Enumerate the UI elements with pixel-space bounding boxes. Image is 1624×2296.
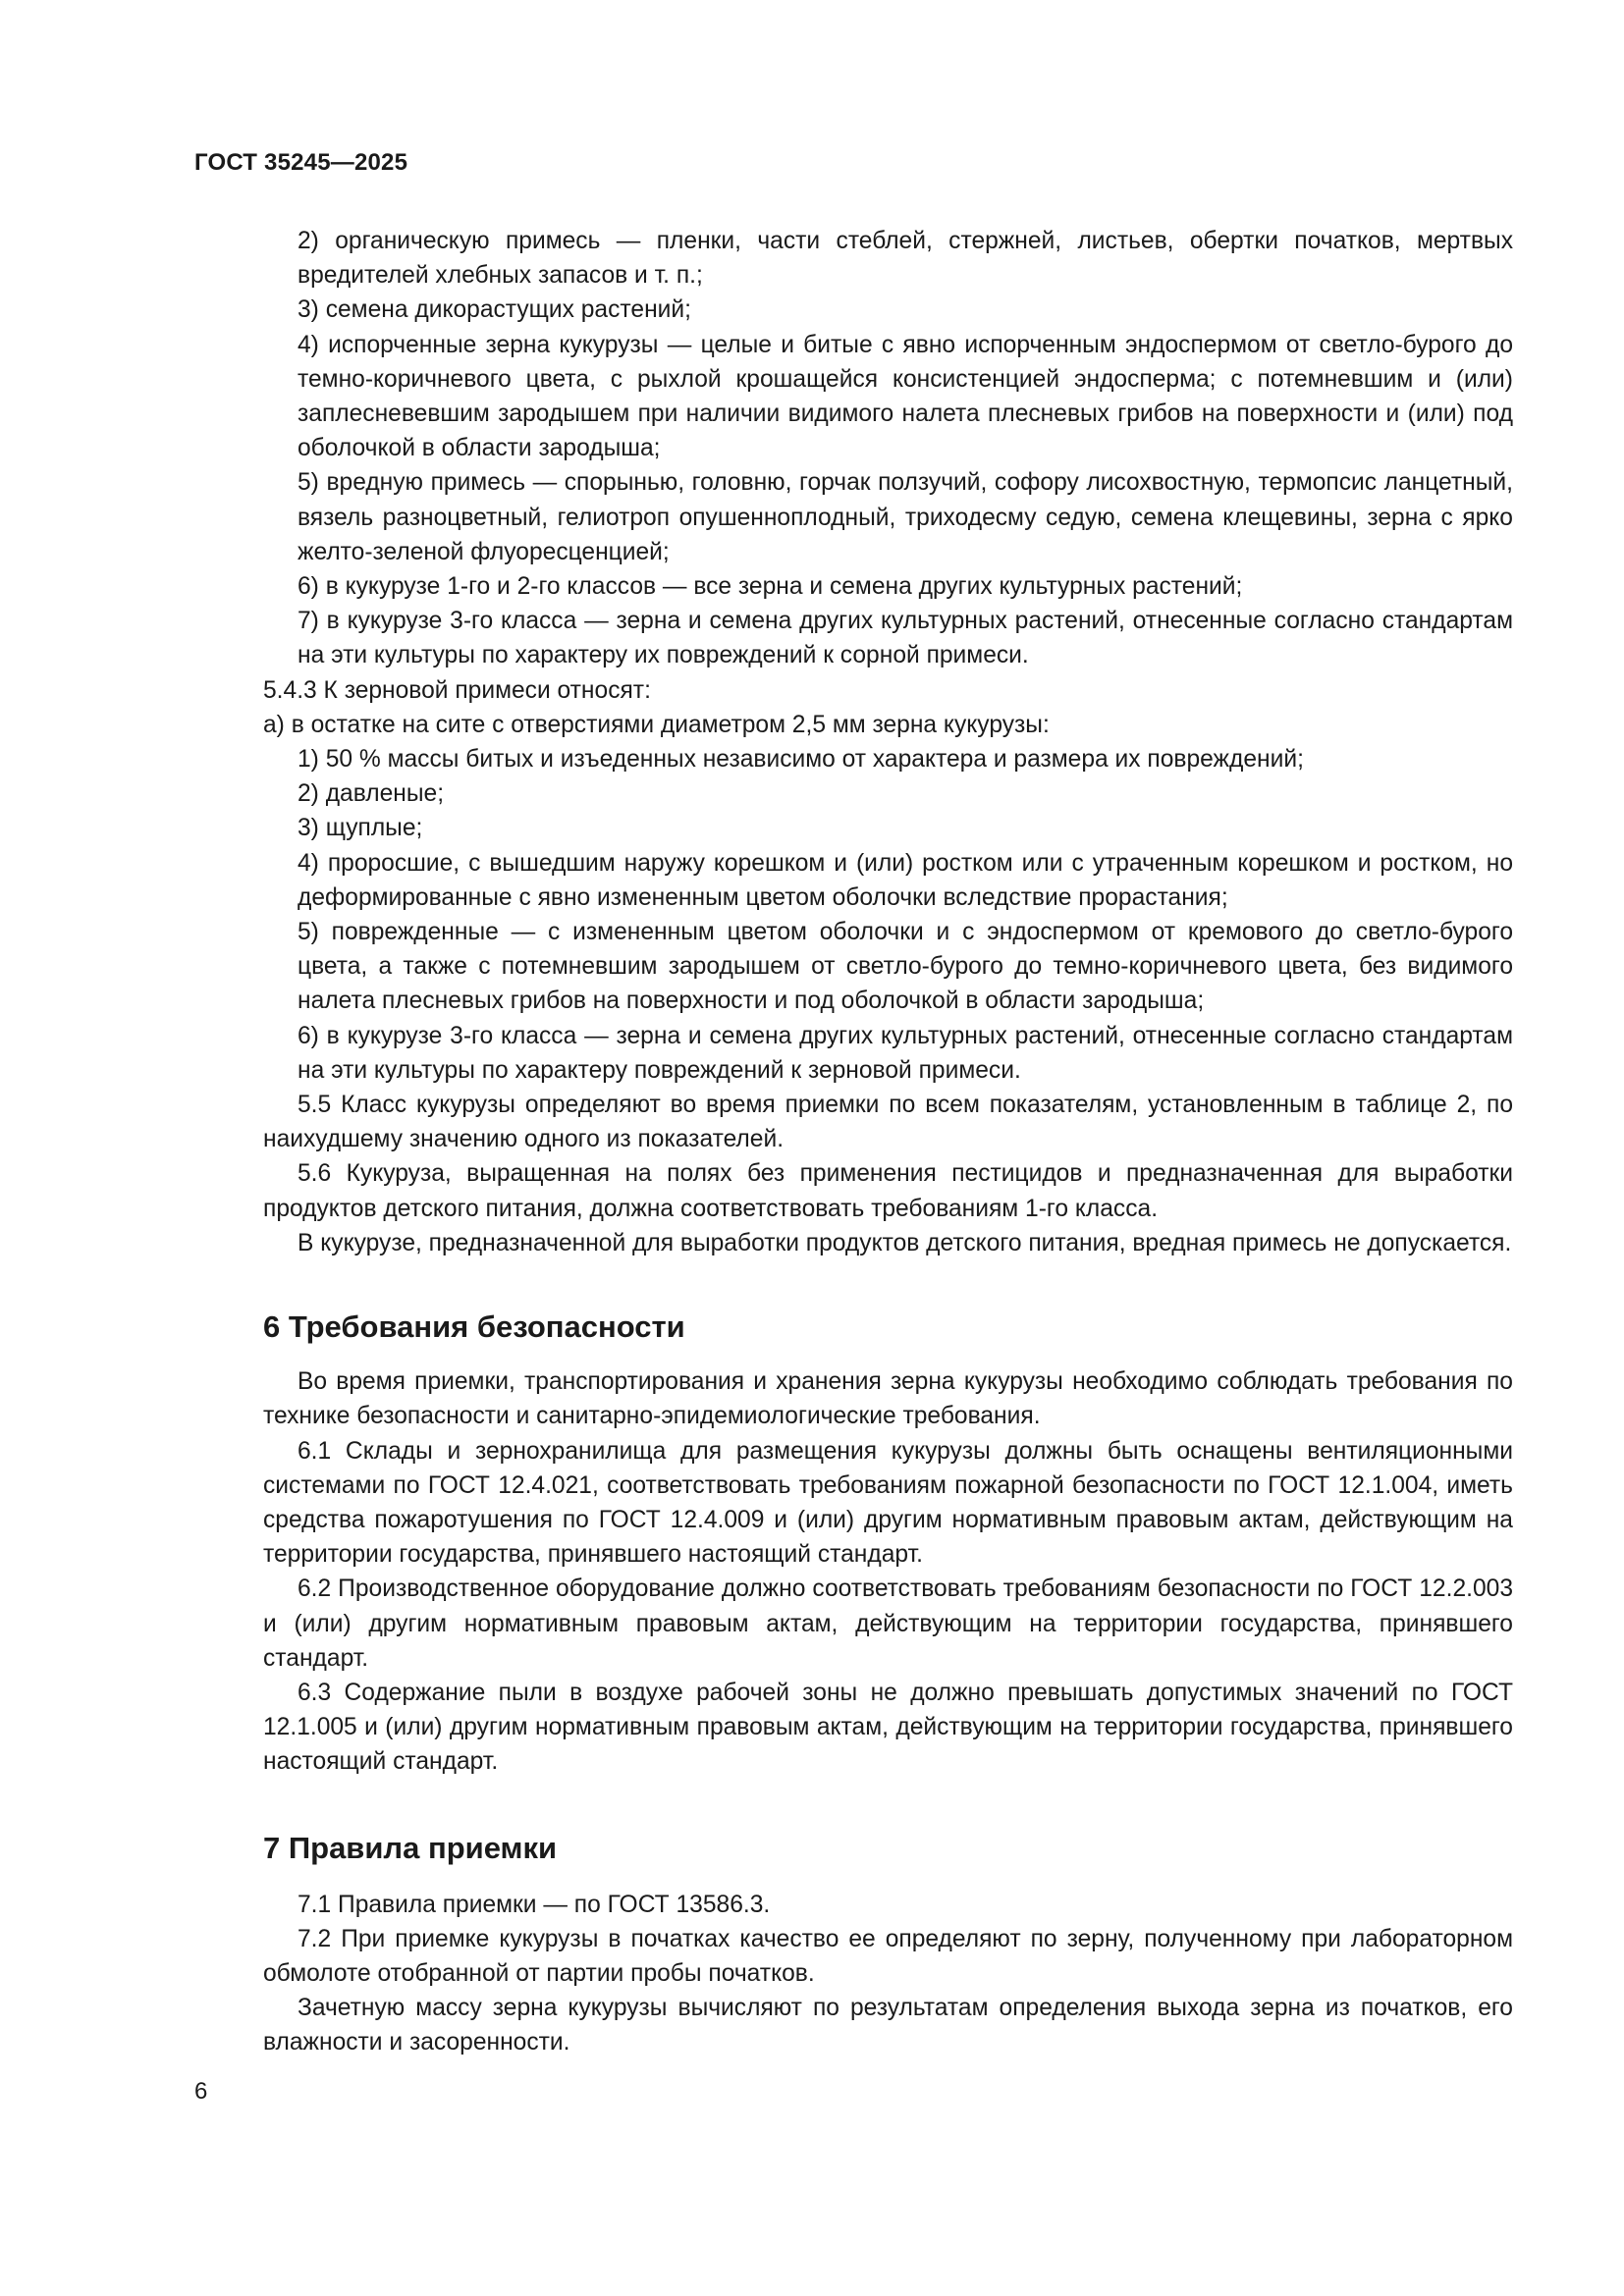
clause-5-6: 5.6 Кукуруза, выращенная на полях без применения пестицидов и предназначенная для выработки продуктов детского питания, должна соответствовать требованиям 1-го класса.	[263, 1160, 1513, 1222]
section-7-title: 7 Правила приемки	[263, 1830, 558, 1865]
paragraph: Зачетную массу зерна кукурузы вычисляют по результатам определения выхода зерна из початков, его влажности и засоренности.	[263, 1995, 1513, 2056]
clause-6-2: 6.2 Производственное оборудование должно соответствовать требованиям безопасности по ГОСТ 12.2.003 и (или) другим нормативным правовым актам, действующим на территории государства, принявшего стандарт.	[263, 1575, 1513, 1672]
clause-5-4-3: 5.4.3 К зерновой примеси относят:	[263, 676, 651, 704]
list-item: 7) в кукурузе 3-го класса — зерна и семена других культурных растений, отнесенные согласно стандартам на эти культуры по характеру их повреждений к сорной примеси.	[298, 608, 1513, 669]
list-item: 6) в кукурузе 1-го и 2-го классов — все зерна и семена других культурных растений;	[298, 573, 1243, 601]
clause-7-1: 7.1 Правила приемки — по ГОСТ 13586.3.	[298, 1891, 771, 1918]
list-item: 2) давленые;	[298, 780, 445, 808]
list-item: 1) 50 % массы битых и изъеденных независимо от характера и размера их повреждений;	[298, 746, 1304, 774]
list-item: 6) в кукурузе 3-го класса — зерна и семена других культурных растений, отнесенные согласно стандартам на эти культуры по характеру повреждений к зерновой примеси.	[298, 1022, 1513, 1084]
list-item: 5) поврежденные — с измененным цветом оболочки и с эндоспермом от кремового до светло-бурого цвета, а также с потемневшим зародышем от светло-бурого до темно-коричневого цвета, без видимого налета плесневых грибов на поверхности и под оболочкой в области зародыша;	[298, 919, 1513, 1015]
section-6-title: 6 Требования безопасности	[263, 1309, 685, 1345]
list-item: 3) семена дикорастущих растений;	[298, 296, 691, 324]
list-item: 4) испорченные зерна кукурузы — целые и битые с явно испорченным эндоспермом от светло-бурого до темно-коричневого цвета, с рыхлой крошащейся консистенцией эндосперма; с потемневшим и (или) заплесневевшим зародышем при наличии видимого налета плесневых грибов на поверхности и (или) под оболочкой в области зародыша;	[298, 331, 1513, 462]
paragraph: Во время приемки, транспортирования и хранения зерна кукурузы необходимо соблюдать требования по технике безопасности и санитарно-эпидемиологические требования.	[263, 1368, 1513, 1430]
list-item: 3) щуплые;	[298, 815, 423, 842]
clause-5-6-note: В кукурузе, предназначенной для выработки продуктов детского питания, вредная примесь не допускается.	[298, 1229, 1512, 1256]
list-item: 5) вредную примесь — спорынью, головню, горчак ползучий, софору лисохвостную, термопсис ланцетный, вязель разноцветный, гелиотроп опушенноплодный, триходесму седую, семена клещевины, зерна с ярко желто-зеленой флуоресценцией;	[298, 469, 1513, 565]
clause-5-5: 5.5 Класс кукурузы определяют во время приемки по всем показателям, установленным в таблице 2, по наихудшему значению одного из показателей.	[263, 1092, 1513, 1153]
clause-6-3: 6.3 Содержание пыли в воздухе рабочей зоны не должно превышать допустимых значений по ГОСТ 12.1.005 и (или) другим нормативным правовым актам, действующим на территории государства, принявшего настоящий стандарт.	[263, 1679, 1513, 1776]
list-item: 2) органическую примесь — пленки, части стеблей, стержней, листьев, обертки початков, мертвых вредителей хлебных запасов и т. п.;	[298, 228, 1513, 290]
subclause-a: а) в остатке на сите с отверстиями диаметром 2,5 мм зерна кукурузы:	[263, 711, 1050, 738]
clause-6-1: 6.1 Склады и зернохранилища для размещения кукурузы должны быть оснащены вентиляционными системами по ГОСТ 12.4.021, соответствовать требованиям пожарной безопасности по ГОСТ 12.1.004, иметь средства пожаротушения по ГОСТ 12.4.009 и (или) другим нормативным правовым актам, действующим на территории государства, принявшего настоящий стандарт.	[263, 1437, 1513, 1569]
clause-7-2: 7.2 При приемке кукурузы в початках качество ее определяют по зерну, полученному при лабораторном обмолоте отобранной от партии пробы початков.	[263, 1925, 1513, 1987]
list-item: 4) проросшие, с вышедшим наружу корешком и (или) ростком или с утраченным корешком и ростком, но деформированные с явно измененным цветом оболочки вследствие прорастания;	[298, 849, 1513, 911]
document-header-code: ГОСТ 35245—2025	[194, 149, 408, 176]
page-number: 6	[194, 2078, 208, 2105]
document-body	[194, 224, 1513, 2060]
